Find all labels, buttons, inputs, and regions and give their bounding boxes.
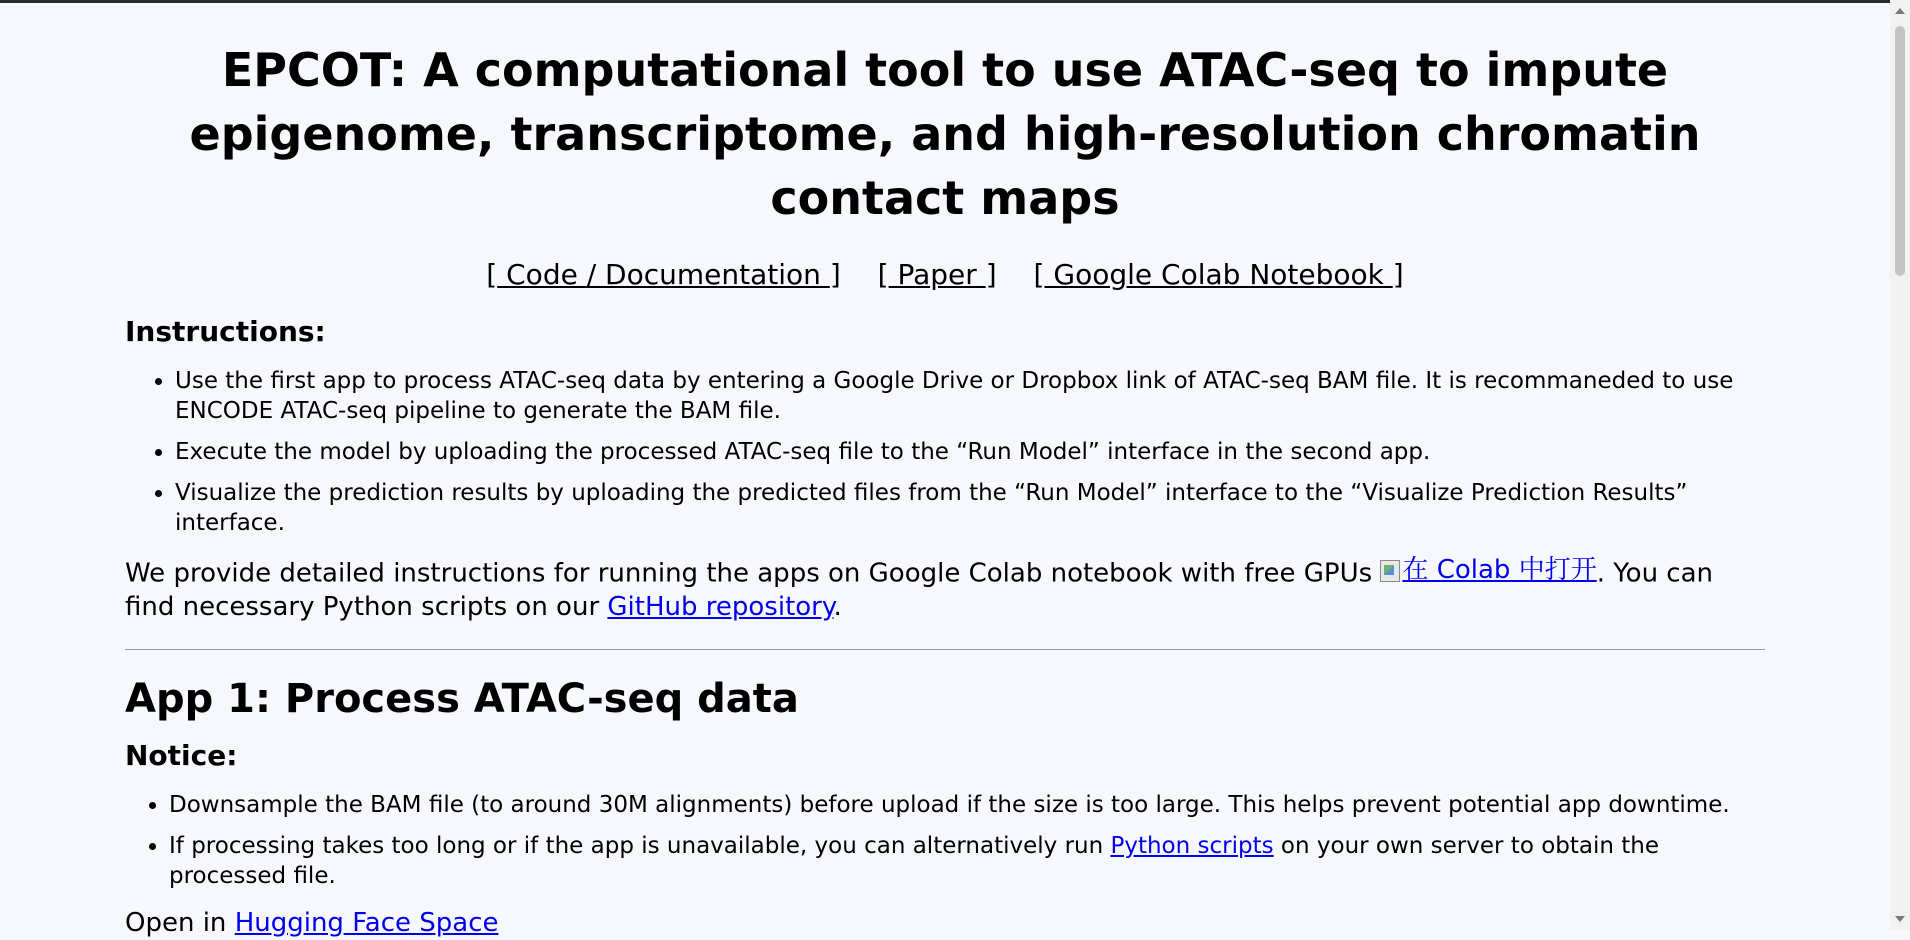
notice-text-after: on your own server to obtain the processed file. bbox=[169, 832, 1660, 889]
colab-text-middle: . You can find necessary Python scripts on our bbox=[125, 558, 1714, 622]
instructions-heading: Instructions: bbox=[125, 315, 326, 348]
header-links bbox=[125, 258, 1765, 292]
python-scripts-link[interactable]: Python scripts bbox=[1110, 832, 1274, 859]
google-colab-notebook-link[interactable] bbox=[1034, 258, 1404, 291]
notice-heading: Notice: bbox=[125, 738, 238, 772]
open-in-colab-badge-link[interactable] bbox=[1380, 554, 1596, 587]
instructions-list bbox=[125, 366, 1765, 538]
hugging-face-space-link[interactable]: Hugging Face Space bbox=[234, 907, 499, 938]
bracket-open: [ bbox=[1033, 258, 1045, 291]
list-item: • Use the first app to process ATAC-seq data by entering a Google Drive or Dropbox link of ATAC-seq BAM file. It is recommaneded to use ENCODE ATAC-seq pipeline to generate the BAM file. bbox=[175, 366, 1765, 426]
github-repository-link[interactable]: GitHub repository bbox=[607, 591, 834, 622]
list-item: • Visualize the prediction results by uploading the predicted files from the “Run Model” interface to the “Visualize Prediction Results” interface. bbox=[175, 478, 1765, 538]
colab-text-before: We provide detailed instructions for running the apps on Google Colab notebook with free GPUs bbox=[125, 558, 1381, 589]
bracket-close: ] bbox=[1392, 258, 1404, 291]
open-in-paragraph bbox=[125, 907, 1765, 940]
scroll-down-arrow-icon[interactable] bbox=[1895, 916, 1905, 922]
section-divider bbox=[125, 649, 1765, 650]
vertical-scrollbar[interactable] bbox=[1890, 0, 1910, 930]
bracket-close: ] bbox=[985, 258, 997, 291]
notice-list bbox=[125, 790, 1765, 891]
google-colab-notebook-label: Google Colab Notebook bbox=[1044, 258, 1393, 291]
page-title: EPCOT: A computational tool to use ATAC-seq to impute epigenome, transcriptome, and high-resolution chromatin contact maps bbox=[189, 43, 1701, 225]
broken-image-icon bbox=[1380, 560, 1400, 582]
scroll-up-arrow-icon[interactable] bbox=[1895, 8, 1905, 14]
open-in-text: Open in bbox=[125, 907, 235, 938]
app1-heading: App 1: Process ATAC-seq data bbox=[125, 675, 799, 722]
list-item bbox=[169, 831, 1765, 891]
code-documentation-label: Code / Documentation bbox=[497, 258, 830, 291]
scrollbar-thumb[interactable] bbox=[1895, 26, 1905, 276]
main-content bbox=[125, 0, 1765, 940]
bracket-open: [ bbox=[486, 258, 498, 291]
paper-label: Paper bbox=[888, 258, 986, 291]
paper-link[interactable] bbox=[878, 258, 997, 291]
list-item: • Downsample the BAM file (to around 30M alignments) before upload if the size is too large. This helps prevent potential app downtime. bbox=[169, 790, 1765, 820]
bracket-open: [ bbox=[877, 258, 889, 291]
colab-text-after: . bbox=[833, 591, 842, 622]
code-documentation-link[interactable] bbox=[486, 258, 840, 291]
bracket-close: ] bbox=[829, 258, 841, 291]
list-item: • Execute the model by uploading the processed ATAC-seq file to the “Run Model” interface in the second app. bbox=[175, 437, 1765, 467]
notice-text-before: If processing takes too long or if the app is unavailable, you can alternatively run bbox=[169, 832, 1111, 859]
colab-badge-alt-text: 在 Colab 中打开 bbox=[1402, 555, 1597, 585]
colab-paragraph bbox=[125, 554, 1765, 624]
